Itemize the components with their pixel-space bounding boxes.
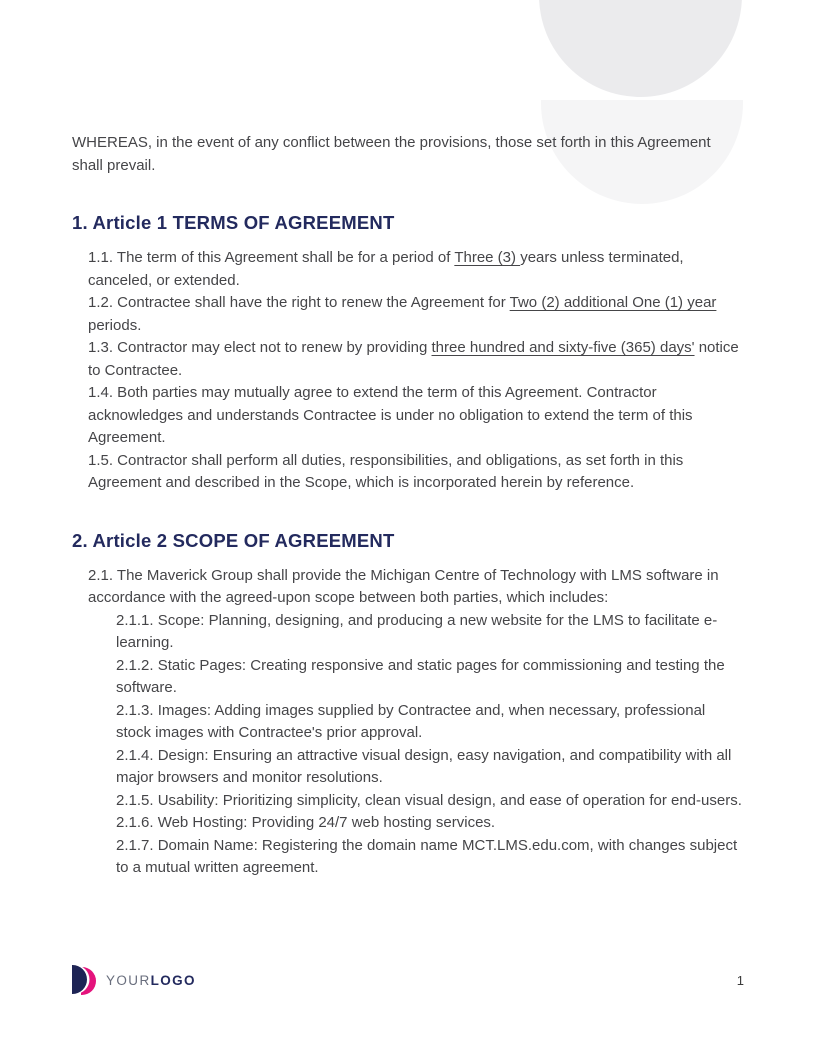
clause-2-1-4 (116, 745, 744, 790)
clause-text: 2.1.4. Design: Ensuring an attractive visual design, easy navigation, and compatibility with all major browsers and monitor resolutions. (116, 746, 732, 786)
article-1-heading: 1. Article 1 TERMS OF AGREEMENT (72, 212, 395, 233)
clause-text: 2.1.5. Usability: Prioritizing simplicity, clean visual design, and ease of operation for end-users. (116, 791, 742, 809)
decorative-circle-large (539, 0, 742, 97)
clause-text: 2.1.2. Static Pages: Creating responsive and static pages for commissioning and testing the software. (116, 656, 725, 696)
clause-1-4 (88, 382, 744, 450)
clause-2-1-1 (116, 610, 744, 655)
clause-2-1-3 (116, 700, 744, 745)
whereas-paragraph: WHEREAS, in the event of any conflict between the provisions, those set forth in this Agreement shall prevail. (72, 134, 711, 174)
clause-text: 1.4. Both parties may mutually agree to extend the term of this Agreement. Contractor acknowledges and understands Contractee is under no obligation to extend the term of this Agreement. (88, 384, 693, 446)
clause-text: 2.1. The Maverick Group shall provide the Michigan Centre of Technology with LMS software in accordance with the agreed-upon scope between both parties, which includes: (88, 566, 719, 606)
page-number: 1 (736, 972, 744, 988)
clause-text: 2.1.1. Scope: Planning, designing, and producing a new website for the LMS to facilitate e-learning. (116, 611, 718, 651)
clause-text: periods. (88, 316, 142, 334)
clause-text: 2.1.7. Domain Name: Registering the domain name MCT.LMS.edu.com, with changes subject to a mutual written agreement. (116, 836, 738, 876)
logo-text-logo: LOGO (150, 972, 196, 988)
fill-in-blank: three hundred and sixty-five (365) days' (431, 339, 695, 356)
clause-text: 1.3. Contractor may elect not to renew by providing (88, 339, 432, 356)
clause-text: 1.2. Contractee shall have the right to renew the Agreement for (88, 294, 510, 311)
clause-1-3 (88, 337, 744, 382)
clause-2-1-2 (116, 655, 744, 700)
clause-text: years unless terminated, canceled, or extended. (88, 249, 684, 289)
clause-1-5 (88, 450, 744, 495)
logo-text (106, 973, 196, 988)
fill-in-blank: Three (3) (454, 249, 521, 266)
clause-2-1-5 (116, 790, 744, 813)
clause-text: 2.1.6. Web Hosting: Providing 24/7 web hosting services. (116, 814, 496, 831)
logo-text-your: YOUR (106, 972, 151, 988)
clause-2-1 (88, 565, 744, 610)
clause-text: 1.1. The term of this Agreement shall be for a period of (88, 249, 455, 266)
clause-2-1-7 (116, 835, 744, 880)
article-2-heading: 2. Article 2 SCOPE OF AGREEMENT (72, 529, 395, 551)
clause-text: notice to Contractee. (88, 339, 739, 379)
clause-1-2 (88, 292, 744, 337)
clause-2-1-6 (116, 812, 744, 835)
clause-text: 2.1.3. Images: Adding images supplied by Contractee and, when necessary, professional stock images with Contractee's prior approval. (116, 701, 706, 741)
fill-in-blank: Two (2) additional One (1) year (509, 294, 717, 311)
document-content (72, 132, 744, 880)
page-footer (72, 964, 744, 996)
company-logo (72, 965, 196, 995)
clause-1-1 (88, 247, 744, 292)
logo-icon (72, 965, 97, 995)
clause-text: 1.5. Contractor shall perform all duties, responsibilities, and obligations, as set forth in this Agreement and described in the Scope, which is incorporated herein by reference. (88, 451, 684, 491)
